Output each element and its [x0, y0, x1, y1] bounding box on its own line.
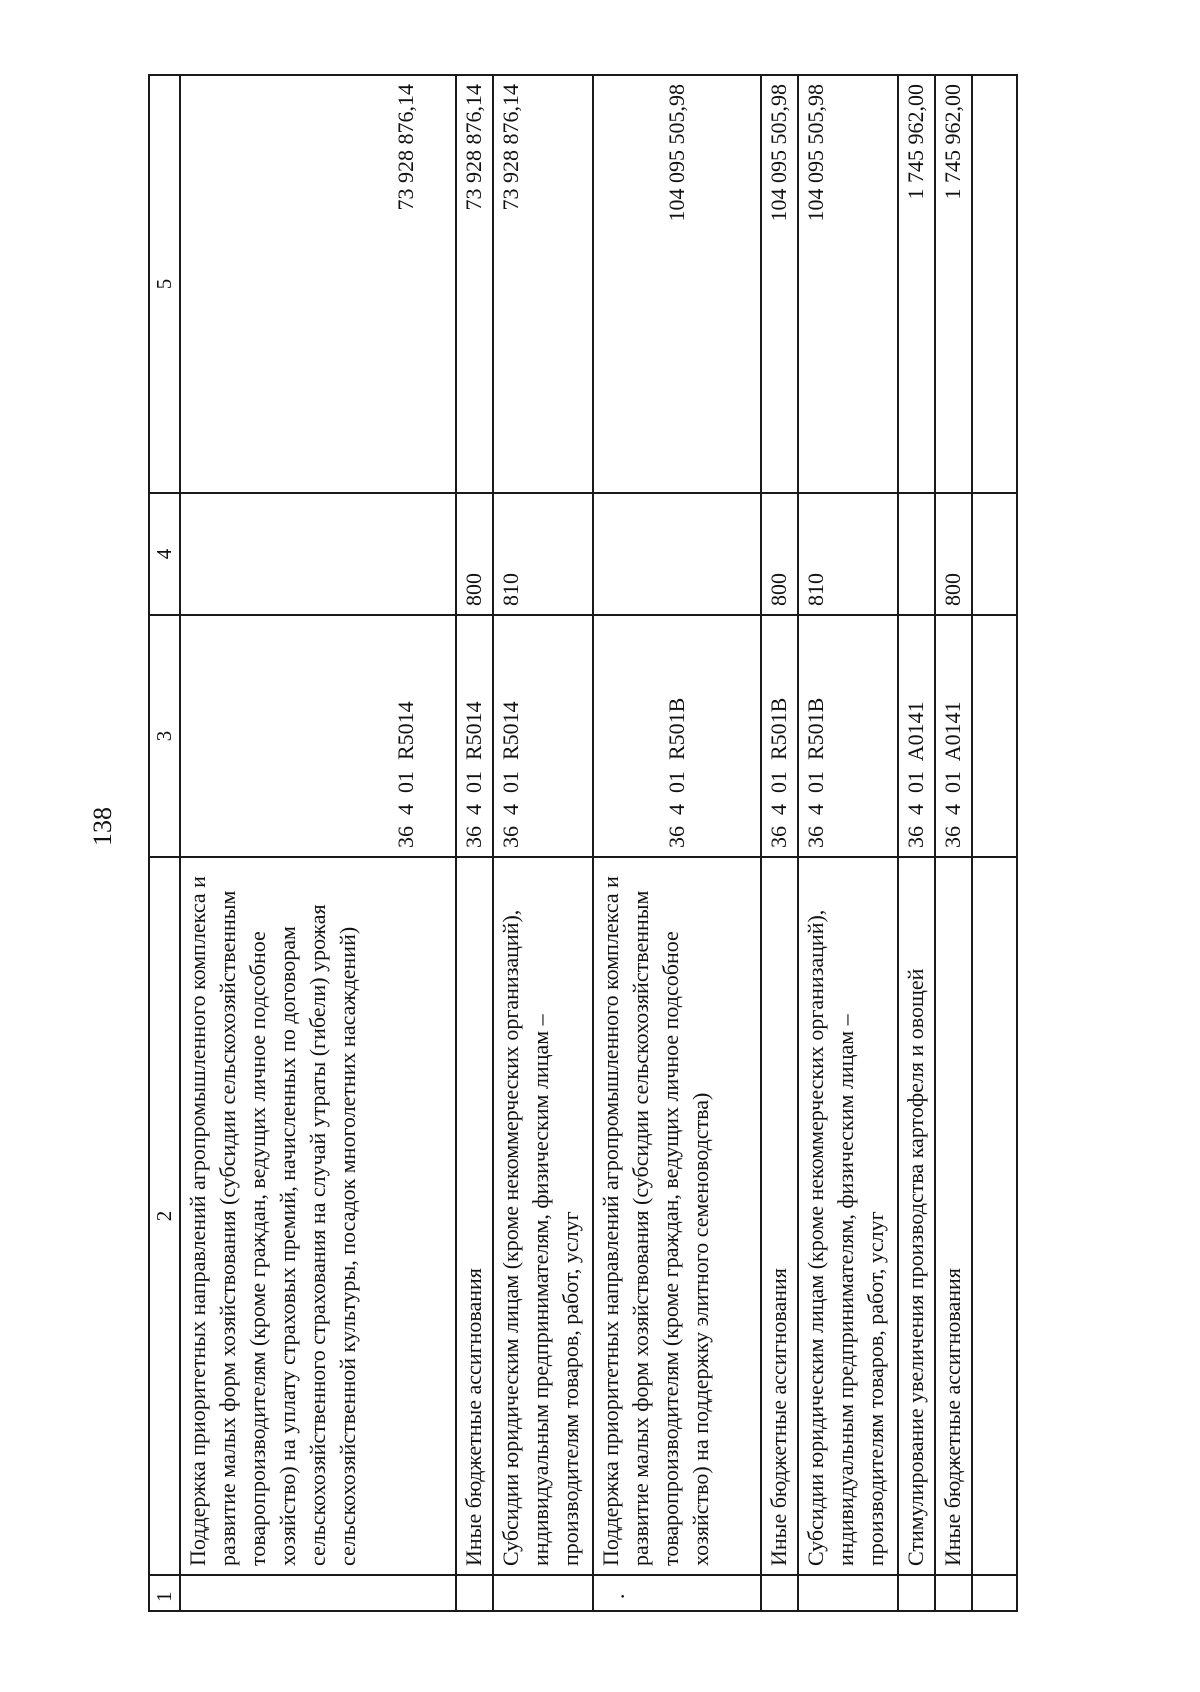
amount-cell: 104 095 505,98	[798, 75, 898, 493]
budget-table	[148, 74, 1018, 1612]
table-row	[593, 75, 761, 1611]
expense-type-cell	[898, 493, 935, 615]
code-cell: 36 4 01 R501B	[798, 615, 898, 857]
row-number-cell	[761, 1575, 798, 1611]
amount-cell: 73 928 876,14	[456, 75, 493, 493]
code-cell: 36 4 01 R501B	[761, 615, 798, 857]
empty-cell	[972, 493, 1017, 615]
column-header-5: 5	[149, 75, 180, 493]
table-row	[180, 75, 456, 1611]
budget-table-container	[148, 76, 1018, 1612]
empty-cell	[972, 615, 1017, 857]
code-cell: 36 4 01 A0141	[935, 615, 972, 857]
description-cell: Субсидии юридическим лицам (кроме некоммерческих организаций), индивидуальным предпринимателям, физическим лицам – производителям товаров, работ, услуг	[493, 857, 593, 1575]
description-cell: Иные бюджетные ассигнования	[935, 857, 972, 1575]
code-cell: 36 4 01 R5014	[180, 615, 456, 857]
row-number-cell	[493, 1575, 593, 1611]
expense-type-cell: 800	[761, 493, 798, 615]
stray-mark: ·	[610, 1592, 636, 1600]
amount-cell: 73 928 876,14	[180, 75, 456, 493]
table-row	[898, 75, 935, 1611]
empty-cell	[972, 75, 1017, 493]
expense-type-cell: 810	[798, 493, 898, 615]
empty-cell	[972, 857, 1017, 1575]
expense-type-cell: 800	[456, 493, 493, 615]
code-cell: 36 4 01 R5014	[493, 615, 593, 857]
row-number-cell	[593, 1575, 761, 1611]
header-row	[149, 75, 180, 1611]
description-cell: Поддержка приоритетных направлений агропромышленного комплекса и развитие малых форм хозяйствования (субсидии сельскохозяйственным товаропроизводителям (кроме граждан, ведущих личное подсобное хозяйство) на уплату страховых премий, начисленных по договорам сельскохозяйственного страхования на случай утраты (гибели) урожая сельскохозяйственной культуры, посадок многолетних насаждений)	[180, 857, 456, 1575]
expense-type-cell	[180, 493, 456, 615]
amount-cell: 1 745 962,00	[898, 75, 935, 493]
description-cell: Субсидии юридическим лицам (кроме некоммерческих организаций), индивидуальным предпринимателям, физическим лицам – производителям товаров, работ, услуг	[798, 857, 898, 1575]
description-cell: Иные бюджетные ассигнования	[761, 857, 798, 1575]
row-number-cell	[180, 1575, 456, 1611]
table-row	[761, 75, 798, 1611]
row-number-cell	[798, 1575, 898, 1611]
row-number-cell	[935, 1575, 972, 1611]
column-header-4: 4	[149, 493, 180, 615]
column-header-2: 2	[149, 857, 180, 1575]
expense-type-cell	[593, 493, 761, 615]
table-row	[493, 75, 593, 1611]
column-header-3: 3	[149, 615, 180, 857]
column-header-1: 1	[149, 1575, 180, 1611]
amount-cell: 1 745 962,00	[935, 75, 972, 493]
row-number-cell	[898, 1575, 935, 1611]
table-row	[935, 75, 972, 1611]
page-number: 138	[88, 807, 117, 846]
amount-cell: 104 095 505,98	[761, 75, 798, 493]
expense-type-cell: 810	[493, 493, 593, 615]
code-cell: 36 4 01 R501B	[593, 615, 761, 857]
amount-cell: 73 928 876,14	[493, 75, 593, 493]
empty-cell	[972, 1575, 1017, 1611]
description-cell: Иные бюджетные ассигнования	[456, 857, 493, 1575]
description-cell: Поддержка приоритетных направлений агропромышленного комплекса и развитие малых форм хозяйствования (субсидии сельскохозяйственным товаропроизводителям (кроме граждан, ведущих личное подсобное хозяйство) на поддержку элитного семеноводства)	[593, 857, 761, 1575]
table-row	[798, 75, 898, 1611]
expense-type-cell: 800	[935, 493, 972, 615]
amount-cell: 104 095 505,98	[593, 75, 761, 493]
table-row	[456, 75, 493, 1611]
code-cell: 36 4 01 A0141	[898, 615, 935, 857]
empty-row	[972, 75, 1017, 1611]
description-cell: Стимулирование увеличения производства картофеля и овощей	[898, 857, 935, 1575]
code-cell: 36 4 01 R5014	[456, 615, 493, 857]
row-number-cell	[456, 1575, 493, 1611]
